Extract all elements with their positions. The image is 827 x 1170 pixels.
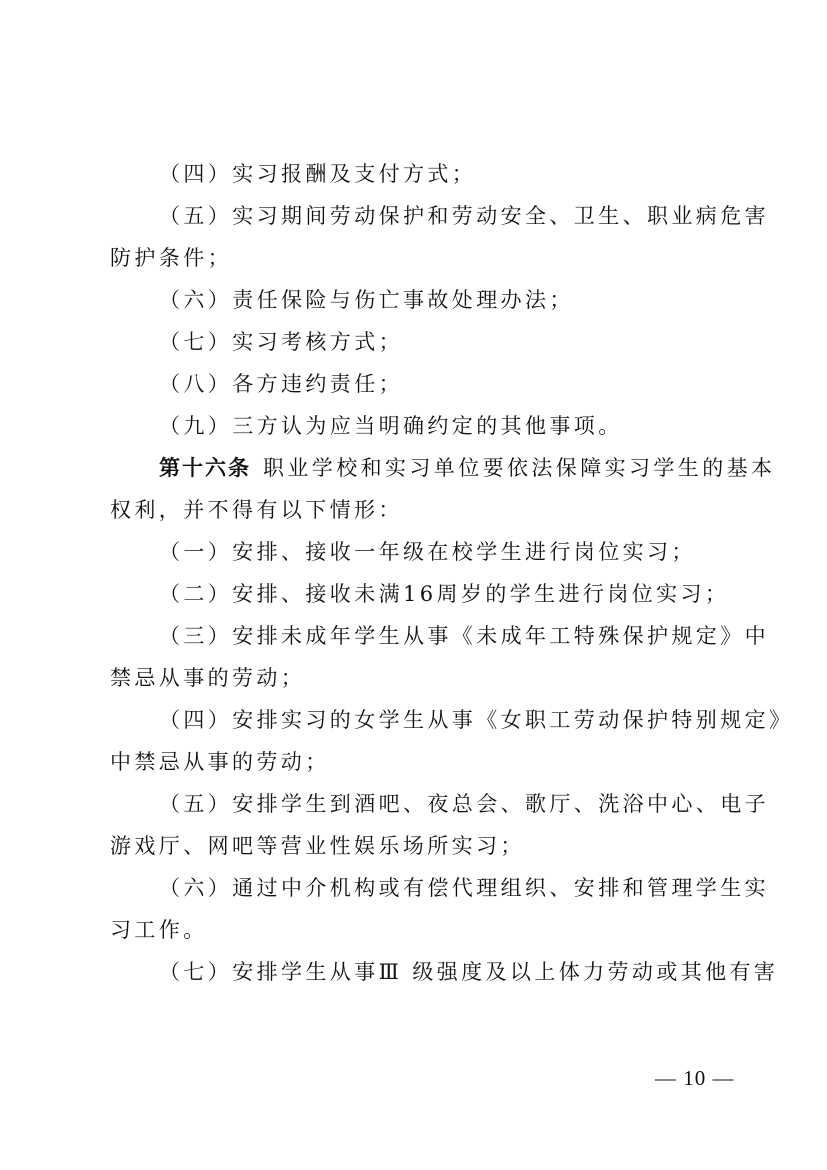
item-7-assessment: （七）实习考核方式； [159,330,403,354]
item-6-insurance: （六）责任保险与伤亡事故处理办法； [159,288,574,312]
prohibition-1: （一）安排、接收一年级在校学生进行岗位实习； [159,540,696,564]
prohibition-3-continuation: 禁忌从事的劳动； [110,666,306,690]
item-9-other-matters: （九）三方认为应当明确约定的其他事项。 [159,414,623,438]
prohibition-5: （五）安排学生到酒吧、夜总会、歌厅、洗浴中心、电子 [159,792,769,816]
prohibition-6: （六）通过中介机构或有偿代理组织、安排和管理学生实 [159,876,769,900]
prohibition-2: （二）安排、接收未满16周岁的学生进行岗位实习； [159,582,730,606]
page-number: — 10 — [655,1066,735,1090]
article-16-continuation: 权利，并不得有以下情形： [110,498,403,522]
item-4-remuneration: （四）实习报酬及支付方式； [159,162,477,186]
article-number: 第十六条 [159,455,251,480]
prohibition-3: （三）安排未成年学生从事《未成年工特殊保护规定》中 [159,624,769,648]
prohibition-4-continuation: 中禁忌从事的劳动； [110,750,330,774]
item-5-continuation: 防护条件； [110,246,232,270]
item-5-labor-protection: （五）实习期间劳动保护和劳动安全、卫生、职业病危害 [159,204,769,228]
prohibition-4: （四）安排实习的女学生从事《女职工劳动保护特别规定》 [159,708,794,732]
article-16-text: 职业学校和实习单位要依法保障实习学生的基本 [263,456,776,480]
item-8-breach-liability: （八）各方违约责任； [159,372,403,396]
article-16-heading-line [159,455,775,481]
prohibition-6-continuation: 习工作。 [110,918,208,942]
prohibition-7: （七）安排学生从事Ⅲ 级强度及以上体力劳动或其他有害 [159,960,779,984]
prohibition-5-continuation: 游戏厅、网吧等营业性娱乐场所实习； [110,834,525,858]
